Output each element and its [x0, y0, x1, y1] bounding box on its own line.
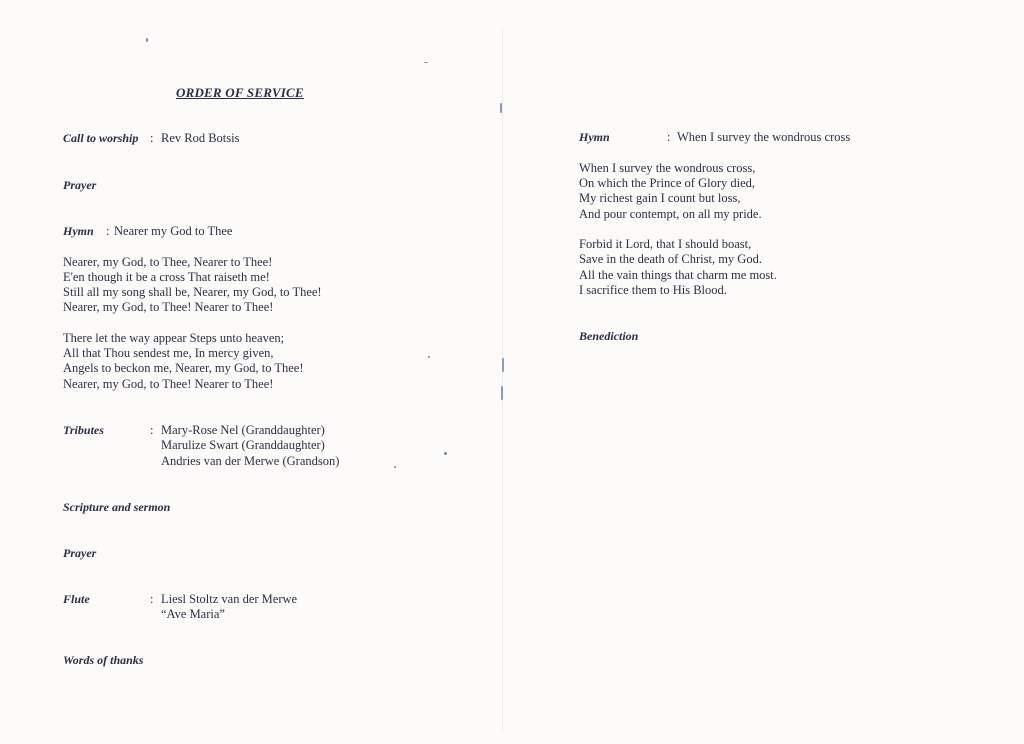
benediction-heading: Benediction	[579, 329, 639, 343]
hymn-line: Nearer, my God, to Thee! Nearer to Thee!	[63, 377, 274, 391]
page-fold	[502, 30, 503, 730]
scan-speck	[394, 466, 396, 468]
hymn-separator: :	[106, 224, 110, 238]
hymn-line: There let the way appear Steps unto heaven;	[63, 331, 285, 345]
hymn-label: Hymn	[579, 130, 610, 144]
hymn-line: On which the Prince of Glory died,	[579, 176, 756, 190]
scan-speck	[428, 356, 430, 358]
hymn-line: Nearer, my God, to Thee, Nearer to Thee!	[63, 255, 273, 269]
hymn-separator: :	[667, 130, 671, 144]
flute-label: Flute	[63, 592, 90, 606]
tribute-name: Marulize Swart (Granddaughter)	[161, 438, 325, 452]
hymn-line: I sacrifice them to His Blood.	[579, 283, 727, 297]
hymn-line: And pour contempt, on all my pride.	[579, 207, 762, 221]
tributes-label: Tributes	[63, 423, 104, 437]
hymn-line: My richest gain I count but loss,	[579, 191, 741, 205]
tribute-name: Mary-Rose Nel (Granddaughter)	[161, 423, 325, 437]
hymn-name: When I survey the wondrous cross	[677, 130, 851, 144]
fold-mark	[501, 386, 503, 400]
hymn-line: Nearer, my God, to Thee! Nearer to Thee!	[63, 300, 274, 314]
flute-separator: :	[150, 592, 154, 606]
call-to-worship-value: Rev Rod Botsis	[161, 131, 240, 145]
scan-speck	[424, 62, 428, 63]
hymn-line: All that Thou sendest me, In mercy given,	[63, 346, 274, 360]
hymn-line: When I survey the wondrous cross,	[579, 161, 756, 175]
hymn-line: All the vain things that charm me most.	[579, 268, 777, 282]
prayer-heading: Prayer	[63, 178, 97, 192]
tribute-name: Andries van der Merwe (Grandson)	[161, 454, 340, 468]
hymn-name: Nearer my God to Thee	[114, 224, 233, 238]
prayer-heading: Prayer	[63, 546, 97, 560]
call-to-worship-separator: :	[150, 131, 154, 145]
flute-piece: “Ave Maria”	[161, 607, 225, 621]
hymn-line: Forbid it Lord, that I should boast,	[579, 237, 752, 251]
page-title: ORDER OF SERVICE	[176, 85, 304, 100]
fold-mark	[500, 103, 502, 113]
hymn-line: E'en though it be a cross That raiseth me!	[63, 270, 270, 284]
scan-speck	[444, 452, 447, 455]
hymn-line: Save in the death of Christ, my God.	[579, 252, 762, 266]
scan-speck	[146, 38, 148, 42]
hymn-label: Hymn	[63, 224, 94, 238]
hymn-line: Still all my song shall be, Nearer, my God, to Thee!	[63, 285, 322, 299]
tributes-separator: :	[150, 423, 154, 437]
fold-mark	[502, 358, 504, 372]
hymn-line: Angels to beckon me, Nearer, my God, to Thee!	[63, 361, 304, 375]
scripture-heading: Scripture and sermon	[63, 500, 171, 514]
thanks-heading: Words of thanks	[63, 653, 144, 667]
flute-performer: Liesl Stoltz van der Merwe	[161, 592, 298, 606]
call-to-worship-label: Call to worship	[63, 131, 139, 145]
